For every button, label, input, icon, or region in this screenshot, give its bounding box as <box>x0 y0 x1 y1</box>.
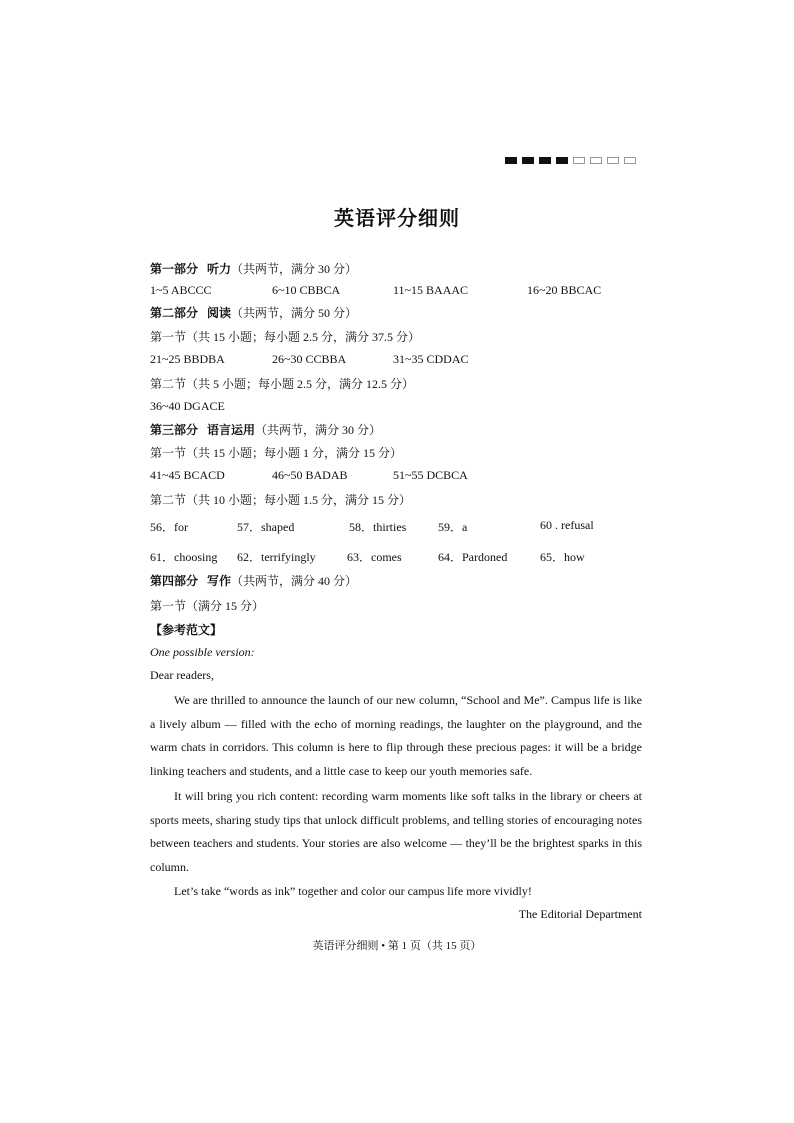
fill-answer: 64．Pardoned <box>438 550 508 564</box>
part1-heading-line <box>150 260 357 277</box>
answer-group: 16~20 BBCAC <box>527 283 602 297</box>
essay-paragraph-2: It will bring you rich content: recording warm moments like soft talks in the library or cheers at sports meets, sharing study tips that unlock difficult problems, and telling stories of encouraging notes between teachers and students. Your stories are also welcome — they’ll be the brightest sparks in this column. <box>150 789 642 874</box>
part2-note: （共两节，满分 50 分） <box>231 306 358 320</box>
page-title: 英语评分细则 <box>334 208 460 230</box>
fill-answer: 63．comes <box>347 550 402 564</box>
essay-version: One possible version: <box>150 645 255 659</box>
answer-group: 41~45 BCACD <box>150 468 225 482</box>
part4-heading: 第四部分 <box>150 574 199 588</box>
fill-answer: 61．choosing <box>150 550 218 564</box>
marker-empty <box>590 157 602 164</box>
essay-paragraph-1: We are thrilled to announce the launch of our new column, “School and Me”. Campus life is like a lively album — filled with the echo of morning readings, the laughter on the playground, and the warm chats in corridors. This column is here to flip through these precious pages: it will be a bridge linking teachers and students, and a little case to keep our youth memories safe. <box>150 693 642 778</box>
marker-filled <box>556 157 568 164</box>
part3-section1: 第一节（共 15 小题；每小题 1 分，满分 15 分） <box>150 446 403 460</box>
answer-group: 31~35 CDDAC <box>393 352 469 366</box>
fill-answer: 65．how <box>540 550 585 564</box>
answer-group: 1~5 ABCCC <box>150 283 212 297</box>
fill-answer: 60 . refusal <box>540 518 594 532</box>
part3-name: 语言运用 <box>207 423 256 437</box>
answer-group: 6~10 CBBCA <box>272 283 341 297</box>
part2-heading-line <box>150 304 357 321</box>
part4-section1: 第一节（满分 15 分） <box>150 599 265 613</box>
sample-essay-label: 【参考范文】 <box>150 623 223 637</box>
answer-group: 46~50 BADAB <box>272 468 348 482</box>
fill-answer: 56．for <box>150 520 188 534</box>
answer-group: 26~30 CCBBA <box>272 352 347 366</box>
fill-answer: 57．shaped <box>237 520 295 534</box>
marker-empty <box>607 157 619 164</box>
answer-group: 11~15 BAAAC <box>393 283 469 297</box>
fill-answer: 59．a <box>438 520 468 534</box>
part4-note: （共两节，满分 40 分） <box>231 574 358 588</box>
marker-empty <box>573 157 585 164</box>
part2-section1: 第一节（共 15 小题；每小题 2.5 分，满分 37.5 分） <box>150 330 421 344</box>
part2-name: 阅读 <box>207 306 232 320</box>
answer-group: 51~55 DCBCA <box>393 468 468 482</box>
marker-filled <box>539 157 551 164</box>
part3-heading-line <box>150 421 381 438</box>
answer-group: 21~25 BBDBA <box>150 352 225 366</box>
part3-note: （共两节，满分 30 分） <box>255 423 382 437</box>
part2-section2: 第二节（共 5 小题；每小题 2.5 分，满分 12.5 分） <box>150 377 415 391</box>
part4-heading-line <box>150 572 357 589</box>
part3-section2: 第二节（共 10 小题；每小题 1.5 分，满分 15 分） <box>150 493 412 507</box>
part1-note: （共两节，满分 30 分） <box>231 262 358 276</box>
fill-answer: 62．terrifyingly <box>237 550 316 564</box>
part3-heading: 第三部分 <box>150 423 199 437</box>
page-footer: 英语评分细则 • 第 1 页（共 15 页） <box>312 940 482 952</box>
part1-heading: 第一部分 <box>150 262 199 276</box>
page-marker-strip <box>505 157 636 164</box>
essay-signature: The Editorial Department <box>518 907 642 921</box>
part2-heading: 第二部分 <box>150 306 199 320</box>
marker-filled <box>505 157 517 164</box>
essay-greeting: Dear readers, <box>150 668 214 682</box>
essay-paragraph-3: Let’s take “words as ink” together and color our campus life more vividly! <box>174 884 532 898</box>
part4-name: 写作 <box>207 574 232 588</box>
answer-group: 36~40 DGACE <box>150 399 225 413</box>
marker-filled <box>522 157 534 164</box>
marker-empty <box>624 157 636 164</box>
fill-answer: 58．thirties <box>349 520 407 534</box>
part1-name: 听力 <box>207 262 232 276</box>
